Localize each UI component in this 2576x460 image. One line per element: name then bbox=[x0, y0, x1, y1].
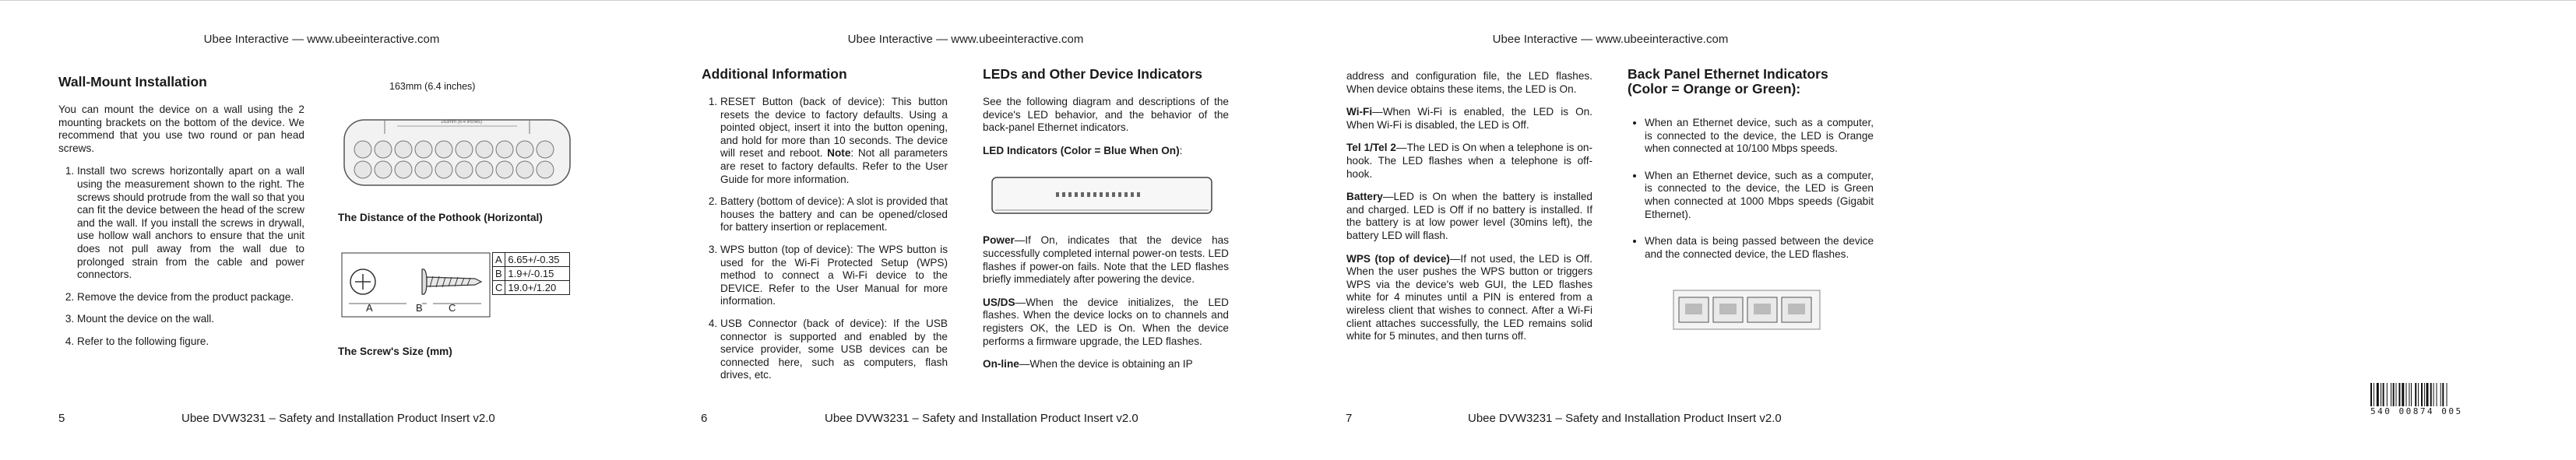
barcode-bar bbox=[2396, 383, 2397, 406]
wifi-description bbox=[1346, 106, 1592, 132]
back-cover bbox=[1933, 0, 2576, 460]
screw-caption: The Screw's Size (mm) bbox=[338, 346, 452, 357]
usds-text: —When the device initializes, the LED flashes. When the device locks on to channels and registers OK, the LED is On. When the device performs a firmware upgrade, the LED flashes. bbox=[983, 296, 1229, 347]
barcode-bar bbox=[2398, 383, 2400, 406]
led-front-panel-diagram bbox=[989, 173, 1215, 218]
table-row bbox=[493, 267, 570, 281]
power-label: Power bbox=[983, 234, 1015, 247]
list-item: 3. WPS button (top of device): The WPS button is used for the Wi-Fi Protected Setup (WPS) method to connect a Wi-Fi device to the DEVICE. Refer to the User Manual for more information. bbox=[720, 244, 948, 308]
section-title: LEDs and Other Device Indicators bbox=[983, 66, 1203, 82]
step-item: 2. Remove the device from the product package. bbox=[77, 291, 304, 304]
install-steps bbox=[58, 165, 304, 348]
barcode-bar bbox=[2377, 383, 2379, 406]
led-heading-suffix: : bbox=[1179, 144, 1183, 156]
table-row bbox=[493, 253, 570, 267]
usds-description bbox=[983, 297, 1229, 348]
list-item: 2. Battery (bottom of device): A slot is provided that houses the battery and can be opened/closed for battery insertion or replacement. bbox=[720, 195, 948, 234]
screw-label-a: A bbox=[366, 302, 373, 314]
section-title: Additional Information bbox=[702, 66, 847, 82]
battery-label: Battery bbox=[1346, 191, 1383, 203]
barcode-bar bbox=[2447, 383, 2448, 406]
section-title: Wall-Mount Installation bbox=[58, 74, 207, 90]
table-cell-key: A bbox=[493, 253, 505, 267]
barcode-bar bbox=[2383, 383, 2384, 406]
online-continued: address and configuration file, the LED flashes. When device obtains these items, the LED is On. bbox=[1346, 70, 1592, 95]
barcode-bar bbox=[2406, 383, 2407, 406]
barcode-bar bbox=[2402, 383, 2404, 406]
page-number: 6 bbox=[701, 412, 708, 425]
barcode-bar bbox=[2430, 383, 2432, 406]
page-number: 5 bbox=[58, 412, 65, 425]
section-title bbox=[1628, 67, 1874, 97]
wifi-text: —When Wi-Fi is enabled, the LED is On. When Wi-Fi is disabled, the LED is Off. bbox=[1346, 106, 1592, 131]
leds-section bbox=[983, 67, 1229, 381]
online-description bbox=[983, 358, 1229, 371]
intro-paragraph: You can mount the device on a wall using the 2 mounting brackets on the bottom of the device. We recommend that you use two round or pan head screws. bbox=[58, 104, 304, 154]
led-continued-section bbox=[1346, 70, 1592, 353]
wps-label: WPS (top of device) bbox=[1346, 252, 1450, 265]
barcode-number: 540 00874 005 bbox=[2370, 406, 2463, 416]
barcode-bar bbox=[2421, 383, 2423, 406]
barcode-bar bbox=[2418, 383, 2419, 406]
wall-mount-section bbox=[58, 75, 304, 358]
screw-label-c: C bbox=[449, 302, 456, 314]
barcode-image bbox=[2369, 383, 2486, 406]
power-description bbox=[983, 234, 1229, 286]
note-text: : Not all parameters are reset to factory defaults. Refer to the User Guide for more information. bbox=[720, 147, 948, 185]
screw-size-table bbox=[492, 252, 570, 295]
table-cell-key: B bbox=[493, 267, 505, 281]
tel-description bbox=[1346, 142, 1592, 181]
list-item bbox=[720, 96, 948, 186]
online-label: On-line bbox=[983, 358, 1019, 370]
barcode-bar bbox=[2424, 383, 2425, 406]
led-heading-text: LED Indicators (Color = Blue When On) bbox=[983, 144, 1180, 156]
ethernet-indicators-section bbox=[1628, 67, 1874, 275]
led-heading bbox=[983, 145, 1229, 158]
additional-info-list bbox=[702, 96, 948, 382]
leds-intro: See the following diagram and descriptions of the device's LED behavior, and the behavior of the back-panel Ethernet indicators. bbox=[983, 96, 1229, 134]
page-6 bbox=[643, 0, 1288, 460]
wps-description bbox=[1346, 253, 1592, 343]
battery-description bbox=[1346, 191, 1592, 242]
table-cell-key: C bbox=[493, 281, 505, 295]
item-text: RESET Button (back of device): This button resets the device to factory defaults. Using a pointed object, insert it into the button opening, and hold for more than 10 seconds. The device will reset and reboot. bbox=[720, 96, 948, 160]
ethernet-ports-diagram bbox=[1673, 290, 1821, 330]
page-header: Ubee Interactive — www.ubeeinteractive.com bbox=[1492, 33, 1729, 46]
page-7 bbox=[1288, 0, 1933, 460]
barcode-bar bbox=[2393, 383, 2395, 406]
barcode-bar bbox=[2426, 383, 2429, 406]
pothook-caption: The Distance of the Pothook (Horizontal) bbox=[338, 212, 543, 223]
table-cell-value: 6.65+/-0.35 bbox=[505, 253, 570, 267]
list-item: 4. USB Connector (back of device): If the USB connector is supported and enabled by the service provider, some USB devices can be connected here, such as computers, flash drives, etc. bbox=[720, 318, 948, 382]
page-footer: Ubee DVW3231 – Safety and Installation Product Insert v2.0 bbox=[181, 412, 495, 425]
dimension-label: 163mm (6.4 inches) bbox=[389, 81, 476, 92]
note-label: Note bbox=[827, 147, 851, 160]
table-cell-value: 1.9+/-0.15 bbox=[505, 267, 570, 281]
online-text: —When the device is obtaining an IP bbox=[1019, 358, 1193, 370]
page-5 bbox=[0, 0, 643, 460]
tel-text: —The LED is On when a telephone is on-hook. The LED flashes when a telephone is off-hook. bbox=[1346, 142, 1592, 180]
barcode-bar bbox=[2387, 383, 2388, 406]
table-row bbox=[493, 281, 570, 295]
barcode-bar bbox=[2442, 383, 2444, 406]
step-item: 3. Mount the device on the wall. bbox=[77, 313, 304, 326]
page-footer: Ubee DVW3231 – Safety and Installation Product Insert v2.0 bbox=[1468, 412, 1782, 425]
section-title-line-2: (Color = Orange or Green): bbox=[1628, 81, 1801, 97]
list-item: • When data is being passed between the device and the connected device, the LED flashes. bbox=[1645, 235, 1874, 261]
power-text: —If On, indicates that the device has successfully completed internal power-on tests. LED flashes if power-on fails. Note that the LED flashes briefly immediately after powering the device. bbox=[983, 234, 1229, 286]
page-footer: Ubee DVW3231 – Safety and Installation Product Insert v2.0 bbox=[825, 412, 1138, 425]
list-item: • When an Ethernet device, such as a computer, is connected to the device, the LED is Green when connected at 1000 Mbps speeds (Gigabit Ethernet). bbox=[1645, 170, 1874, 221]
device-bottom-diagram bbox=[343, 115, 573, 188]
step-item: 1. Install two screws horizontally apart on a wall using the measurement shown to the right. The screws should protrude from the wall so that you can fit the device between the head of the screw and the wall. If you install the screws in drywall, use hollow wall anchors to ensure that the unit does not pull away from the wall due to prolonged strain from the cable and power connectors. bbox=[77, 165, 304, 281]
list-item: • When an Ethernet device, such as a computer, is connected to the device, the LED is Orange when connected at 10/100 Mbps speeds. bbox=[1645, 117, 1874, 156]
page-header: Ubee Interactive — www.ubeeinteractive.com bbox=[847, 33, 1084, 46]
section-title-line-1: Back Panel Ethernet Indicators bbox=[1628, 66, 1828, 82]
barcode-bar bbox=[2370, 383, 2372, 406]
barcode-bar bbox=[2411, 383, 2412, 406]
wps-text: —If not used, the LED is Off. When the user pushes the WPS button or triggers WPS via the device's web GUI, the LED flashes white for 4 minutes until a PIN is entered from a wireless client that wishes to connect. After a Wi-Fi client attaches successfully, the LED remains solid white for 5 minutes, and then turns off. bbox=[1346, 252, 1592, 342]
wifi-label: Wi-Fi bbox=[1346, 106, 1373, 118]
table-cell-value: 19.0+/1.20 bbox=[505, 281, 570, 295]
step-item: 4. Refer to the following figure. bbox=[77, 335, 304, 349]
usds-label: US/DS bbox=[983, 296, 1015, 308]
battery-text: —LED is On when the battery is installed and charged. LED is Off if no battery is installed. If the battery is at low power level (30mins left), the battery LED will flash. bbox=[1346, 191, 1592, 241]
device-inner-label: 163mm (6.4 inches) bbox=[441, 120, 483, 125]
ethernet-bullets bbox=[1628, 117, 1874, 261]
page-number: 7 bbox=[1346, 412, 1353, 425]
barcode-bar bbox=[2433, 383, 2434, 406]
tel-label: Tel 1/Tel 2 bbox=[1346, 142, 1396, 154]
barcode-bar bbox=[2415, 383, 2416, 406]
screw-label-b: B bbox=[416, 302, 423, 314]
page-header: Ubee Interactive — www.ubeeinteractive.com bbox=[203, 33, 440, 46]
additional-info-section bbox=[702, 67, 948, 392]
